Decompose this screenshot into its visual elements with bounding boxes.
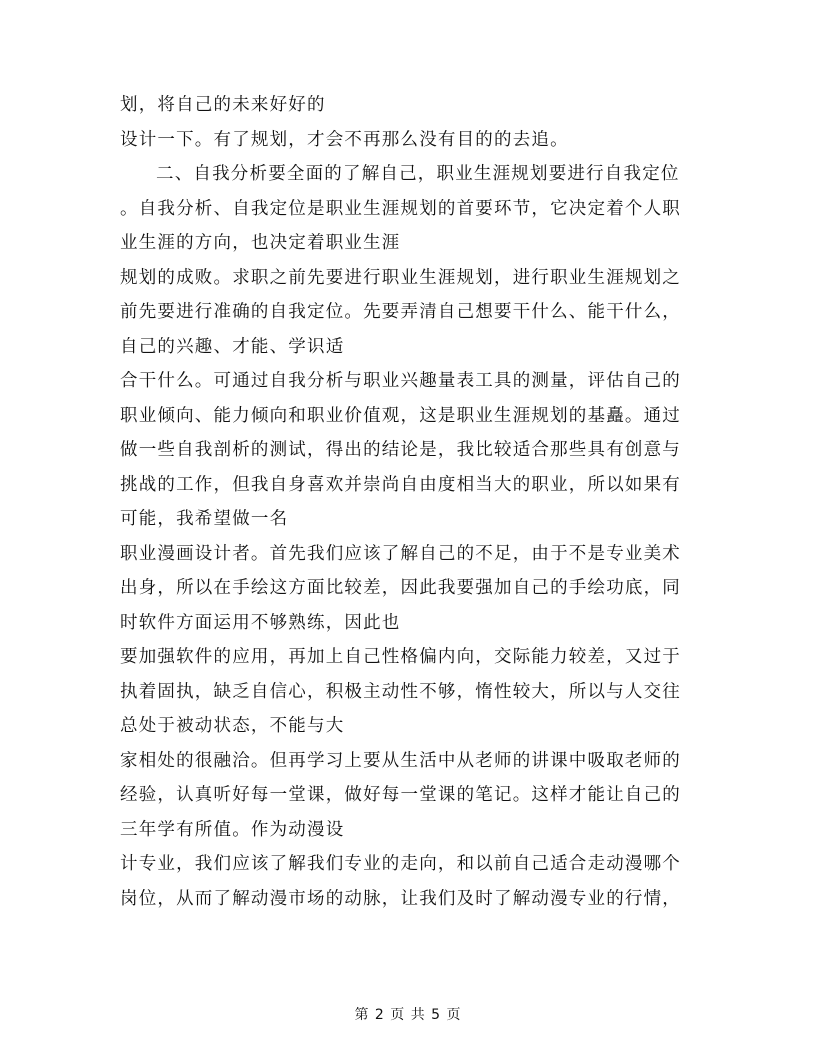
text-line: 挑战的工作，但我自身喜欢并崇尚自由度相当大的职业，所以如果有 <box>120 474 681 495</box>
text-line: 可能，我希望做一名 <box>120 509 289 529</box>
text-line: 自己的兴趣、才能、学识适 <box>120 336 345 357</box>
text-line: 职业倾向、能力倾向和职业价值观，这是职业生涯规划的基矗。通过 <box>120 405 681 426</box>
text-line: 规划的成败。求职之前先要进行职业生涯规划，进行职业生涯规划之 <box>120 267 681 288</box>
text-line: 计专业，我们应该了解我们专业的走向，和以前自己适合走动漫哪个 <box>120 854 681 874</box>
text-line: 业生涯的方向，也决定着职业生涯 <box>120 233 401 253</box>
text-line: 要加强软件的应用，再加上自己性格偏内向，交际能力较差，又过于 <box>120 647 681 667</box>
text-line: 二、自我分析要全面的了解自己，职业生涯规划要进行自我定位 <box>156 164 680 184</box>
document-body <box>120 88 700 916</box>
page-number-footer: 第 2 页 共 5 页 <box>354 1007 462 1023</box>
text-line: 划，将自己的未来好好的 <box>120 95 326 115</box>
text-line: 经验，认真听好每一堂课，做好每一堂课的笔记。这样才能让自己的 <box>120 785 681 805</box>
text-line: 执着固执，缺乏自信心，积极主动性不够，惰性较大，所以与人交往 <box>120 681 681 702</box>
text-line: 时软件方面运用不够熟练，因此也 <box>120 612 401 633</box>
text-line: 职业漫画设计者。首先我们应该了解自己的不足，由于不是专业美术 <box>120 543 681 564</box>
text-line: 总处于被动状态，不能与大 <box>120 716 345 736</box>
text-line: 前先要进行准确的自我定位。先要弄清自己想要干什么、能干什么， <box>120 302 681 322</box>
text-line: 三年学有所值。作为动漫设 <box>120 819 345 840</box>
text-line: 家相处的很融洽。但再学习上要从生活中从老师的讲课中吸取老师的 <box>120 750 681 771</box>
text-line: 出身，所以在手绘这方面比较差，因此我要强加自己的手绘功底，同 <box>120 578 681 598</box>
text-line: 设计一下。有了规划，才会不再那么没有目的的去追。 <box>120 129 569 150</box>
text-line: 。自我分析、自我定位是职业生涯规划的首要环节，它决定着个人职 <box>120 198 681 219</box>
text-line: 岗位，从而了解动漫市场的动脉，让我们及时了解动漫专业的行情， <box>120 888 681 909</box>
text-line: 合干什么。可通过自我分析与职业兴趣量表工具的测量，评估自己的 <box>120 371 681 391</box>
text-line: 做一些自我剖析的测试，得出的结论是，我比较适合那些具有创意与 <box>120 440 681 460</box>
